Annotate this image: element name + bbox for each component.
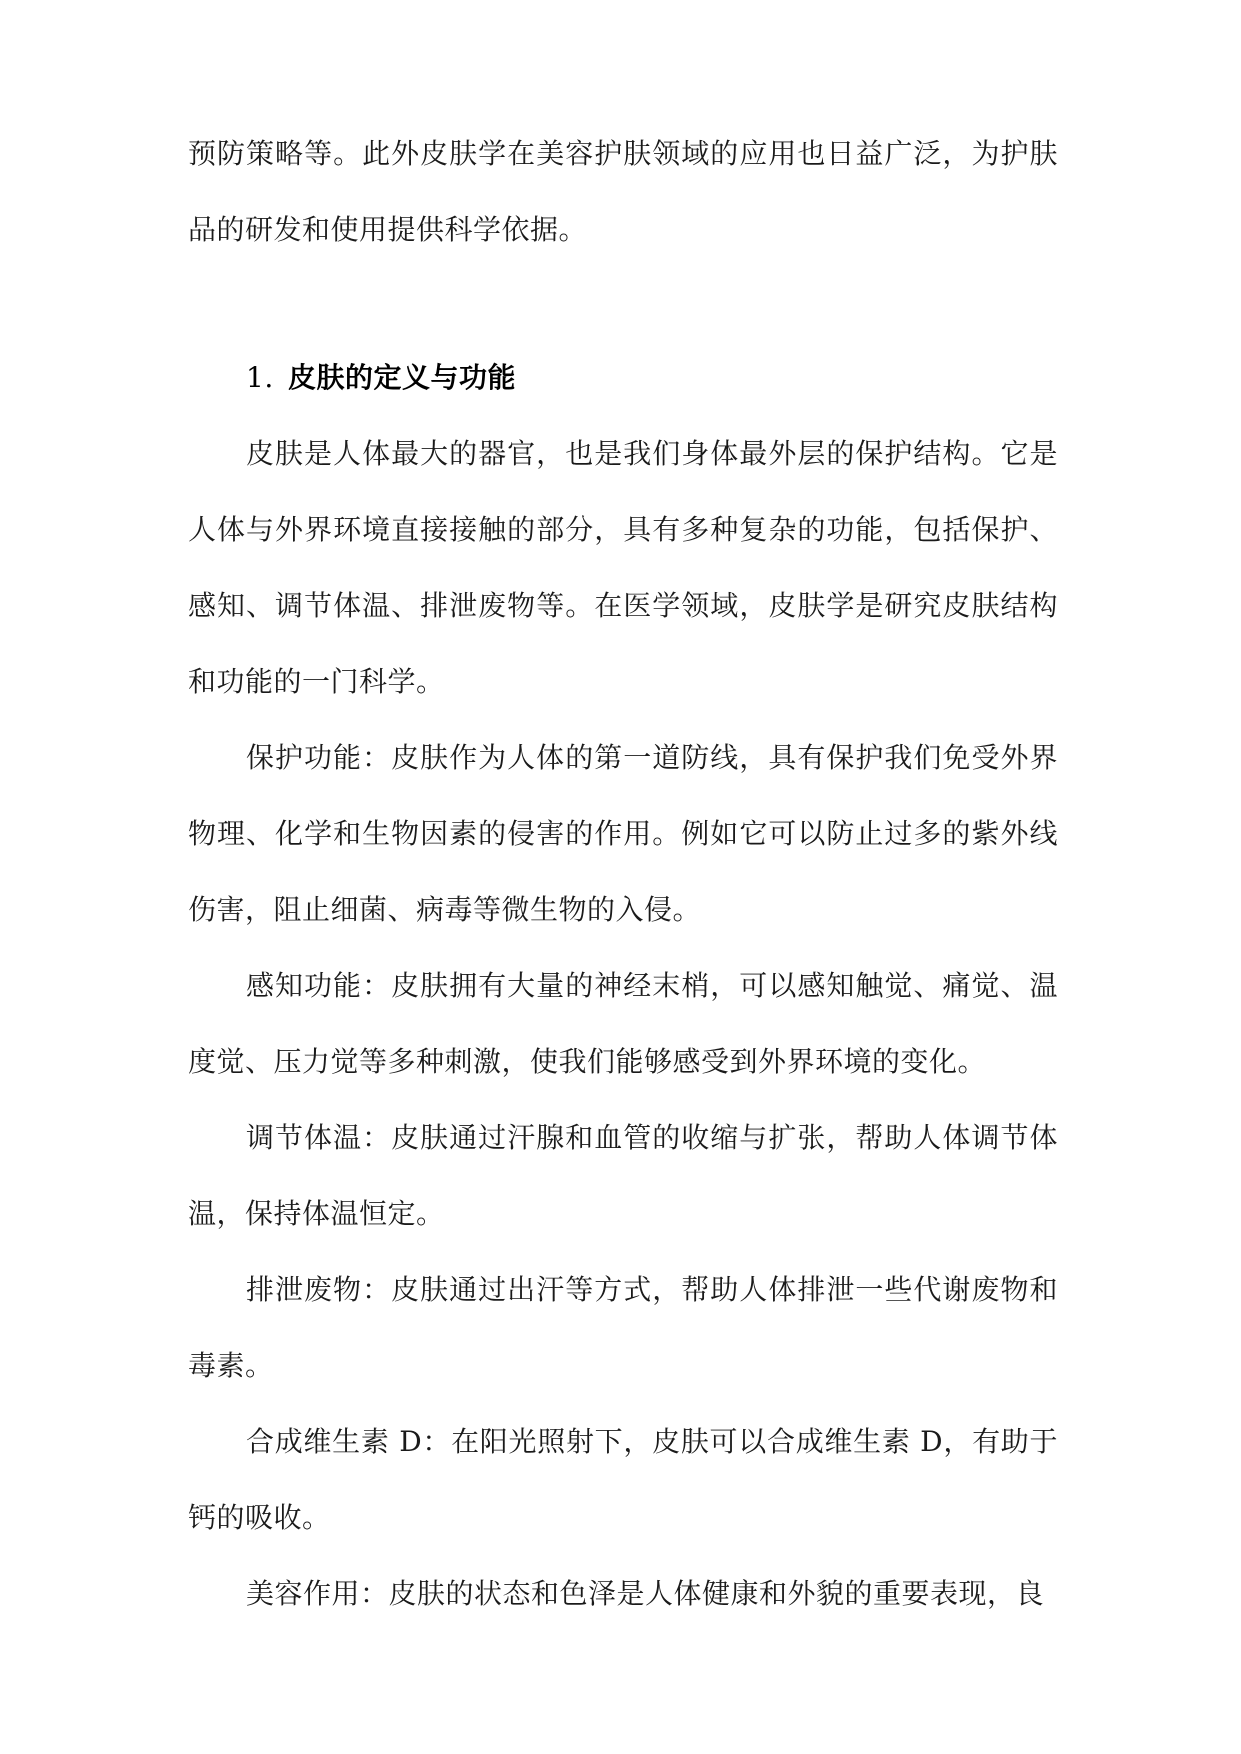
paragraph-definition: 皮肤是人体最大的器官，也是我们身体最外层的保护结构。它是人体与外界环境直接接触的部分，具有多种复杂的功能，包括保护、感知、调节体温、排泄废物等。在医学领域，皮肤学是研究皮肤结构和功能的一门科学。 — [188, 437, 1058, 698]
section-number: 1. — [246, 361, 274, 394]
paragraph-beauty: 美容作用：皮肤的状态和色泽是人体健康和外貌的重要表现，良 — [246, 1577, 1045, 1610]
paragraph-perception: 感知功能：皮肤拥有大量的神经末梢，可以感知触觉、痛觉、温度觉、压力觉等多种刺激，使我们能够感受到外界环境的变化。 — [188, 969, 1058, 1078]
section-title: 皮肤的定义与功能 — [288, 361, 517, 394]
paragraph-vitamin-d: 合成维生素 D：在阳光照射下，皮肤可以合成维生素 D，有助于钙的吸收。 — [188, 1425, 1058, 1534]
paragraph-temperature: 调节体温：皮肤通过汗腺和血管的收缩与扩张，帮助人体调节体温，保持体温恒定。 — [188, 1121, 1058, 1230]
intro-continuation-paragraph: 预防策略等。此外皮肤学在美容护肤领域的应用也日益广泛，为护肤品的研发和使用提供科学依据。 — [188, 137, 1058, 246]
paragraph-protection: 保护功能：皮肤作为人体的第一道防线，具有保护我们免受外界物理、化学和生物因素的侵害的作用。例如它可以防止过多的紫外线伤害，阻止细菌、病毒等微生物的入侵。 — [188, 741, 1058, 926]
section-spacer — [188, 268, 1058, 340]
paragraph-excretion: 排泄废物：皮肤通过出汗等方式，帮助人体排泄一些代谢废物和毒素。 — [188, 1273, 1058, 1382]
document-body — [188, 116, 1058, 1632]
section-heading — [188, 340, 1058, 416]
